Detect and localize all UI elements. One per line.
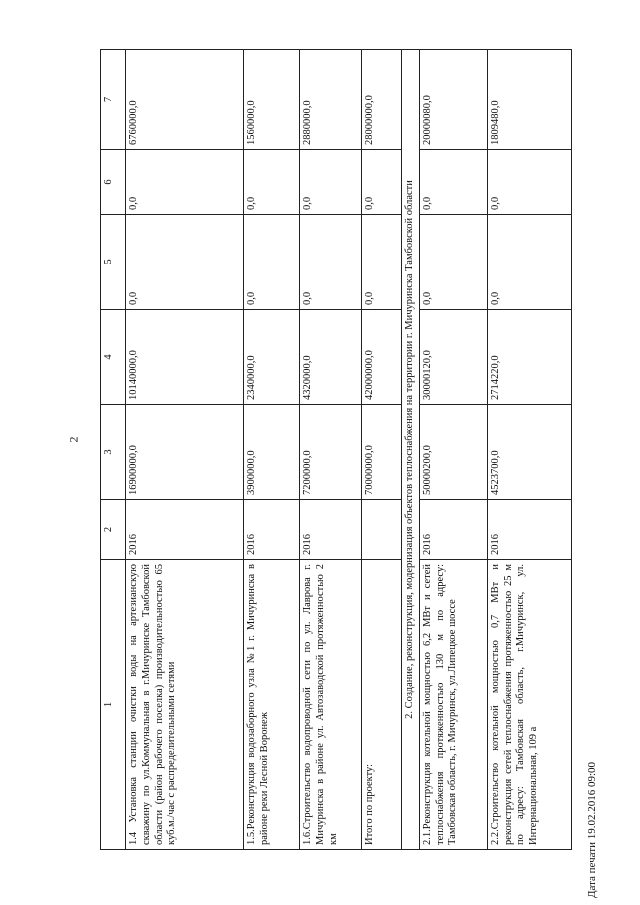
header-cell: 3 — [101, 405, 126, 500]
table-row — [487, 50, 571, 850]
row-description: 1.5.Реконструкция водозаборного узла №1 г. Мичуринска в районе реки Лесной Воронеж — [244, 560, 300, 850]
row-total: 50000200,0 — [419, 405, 487, 500]
row-regional: 0,0 — [487, 215, 571, 310]
header-cell: 2 — [101, 500, 126, 560]
row-regional: 0,0 — [419, 215, 487, 310]
row-year: 2016 — [126, 500, 244, 560]
row-total: 3900000,0 — [244, 405, 300, 500]
total-empty-cell — [362, 500, 402, 560]
total-local: 0,0 — [362, 150, 402, 215]
row-federal: 2714220,0 — [487, 310, 571, 405]
section-heading-row — [402, 50, 420, 850]
row-year: 2016 — [419, 500, 487, 560]
total-federal: 42000000,0 — [362, 310, 402, 405]
row-description: 1.6.Строительство водопроводной сети по ул. Лаврова г. Мичуринска в районе ул. Автозаводской протяженностью 2 км — [300, 560, 362, 850]
total-regional: 0,0 — [362, 215, 402, 310]
row-local: 0,0 — [487, 150, 571, 215]
header-cell: 5 — [101, 215, 126, 310]
row-federal: 2340000,0 — [244, 310, 300, 405]
row-year: 2016 — [300, 500, 362, 560]
row-other: 1560000,0 — [244, 50, 300, 150]
row-description: 2.2.Строительство котельной мощностью 0,7 МВт и реконструкция сетей теплоснабжения протяженностью 25 м по адресу: Тамбовская область, г.Мичуринск, ул. Интернациональная, 109 а — [487, 560, 571, 850]
row-year: 2016 — [487, 500, 571, 560]
row-total: 7200000,0 — [300, 405, 362, 500]
header-cell: 6 — [101, 150, 126, 215]
row-description: 1.4 Установка станции очистки воды на артезианскую скважину по ул.Коммунальная в г.Мичуринске Тамбовской области (район рабочего поселка) производительностью 65 куб.м./час с распределительными сетями — [126, 560, 244, 850]
row-regional: 0,0 — [126, 215, 244, 310]
table-row — [126, 50, 244, 850]
row-federal: 30000120,0 — [419, 310, 487, 405]
header-cell: 4 — [101, 310, 126, 405]
table-row — [244, 50, 300, 850]
page-number: 2 — [66, 436, 81, 443]
row-local: 0,0 — [419, 150, 487, 215]
row-local: 0,0 — [244, 150, 300, 215]
header-row — [101, 50, 126, 850]
table-row — [419, 50, 487, 850]
total-label: Итого по проекту: — [362, 560, 402, 850]
row-other: 20000080,0 — [419, 50, 487, 150]
finance-table — [100, 49, 572, 850]
section-title: 2. Создание, реконструкция, модернизация объектов теплоснабжения на территории г. Мичуринска Тамбовской области — [402, 50, 420, 850]
row-federal: 4320000,0 — [300, 310, 362, 405]
row-federal: 10140000,0 — [126, 310, 244, 405]
row-description: 2.1.Реконструкция котельной мощностью 6,2 МВт и сетей теплоснабжения протяженностью 130 м по адресу: Тамбовская область, г. Мичуринск, ул.Липецкое шоссе — [419, 560, 487, 850]
rotated-table-container — [100, 50, 620, 850]
total-sum: 70000000,0 — [362, 405, 402, 500]
total-row — [362, 50, 402, 850]
row-other: 6760000,0 — [126, 50, 244, 150]
row-regional: 0,0 — [244, 215, 300, 310]
header-cell: 7 — [101, 50, 126, 150]
table-row — [300, 50, 362, 850]
row-local: 0,0 — [300, 150, 362, 215]
total-other: 28000000,0 — [362, 50, 402, 150]
row-total: 4523700,0 — [487, 405, 571, 500]
row-year: 2016 — [244, 500, 300, 560]
row-regional: 0,0 — [300, 215, 362, 310]
header-cell: 1 — [101, 560, 126, 850]
row-total: 16900000,0 — [126, 405, 244, 500]
row-other: 2880000,0 — [300, 50, 362, 150]
row-other: 1809480,0 — [487, 50, 571, 150]
row-local: 0,0 — [126, 150, 244, 215]
print-date: Дата печати 19.02.2016 09:00 — [586, 761, 598, 899]
